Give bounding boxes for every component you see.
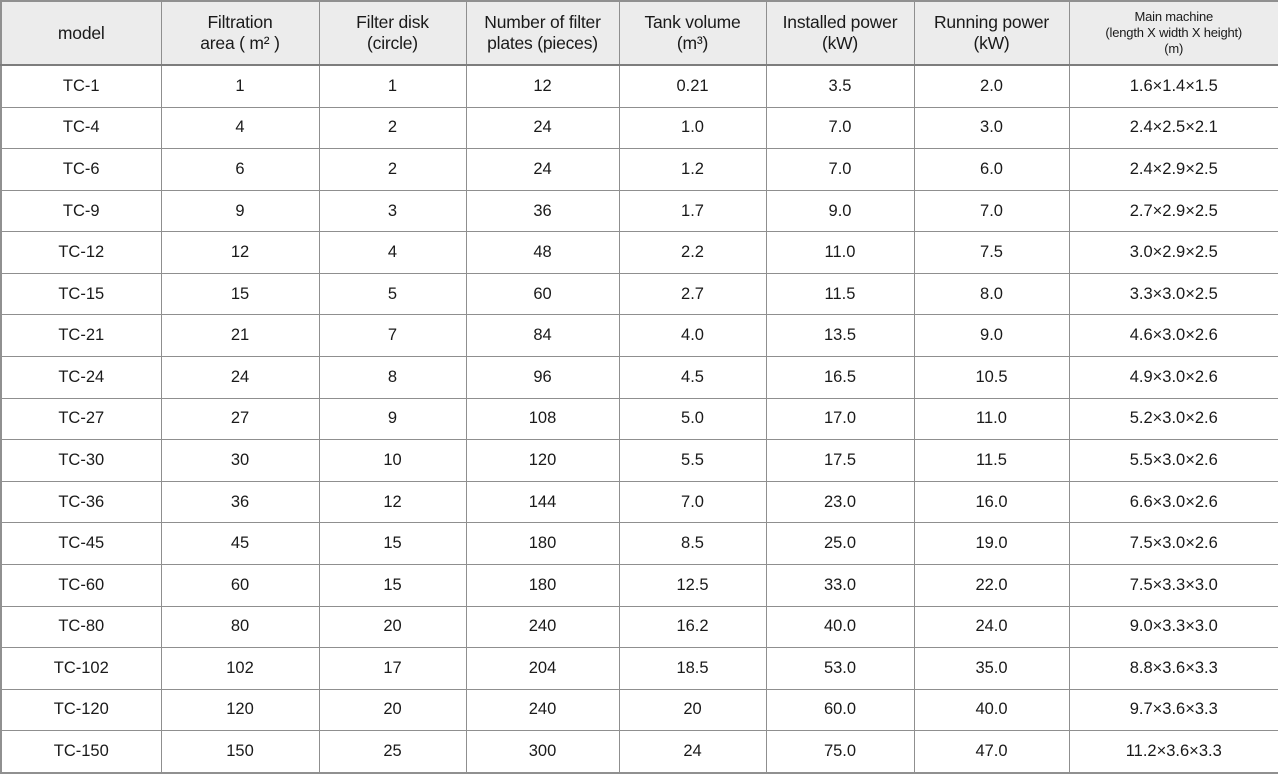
table-row bbox=[1, 232, 1278, 274]
cell-tank_volume: 5.5 bbox=[619, 440, 766, 482]
cell-main_machine: 6.6×3.0×2.6 bbox=[1069, 481, 1278, 523]
cell-filter_plates: 180 bbox=[466, 523, 619, 565]
cell-installed_power: 3.5 bbox=[766, 65, 914, 107]
cell-installed_power: 17.5 bbox=[766, 440, 914, 482]
cell-running_power: 19.0 bbox=[914, 523, 1069, 565]
cell-running_power: 2.0 bbox=[914, 65, 1069, 107]
cell-model: TC-21 bbox=[1, 315, 161, 357]
cell-filter_plates: 180 bbox=[466, 564, 619, 606]
header-line: (kW) bbox=[821, 33, 859, 53]
table-row bbox=[1, 149, 1278, 191]
cell-running_power: 11.5 bbox=[914, 440, 1069, 482]
cell-running_power: 7.5 bbox=[914, 232, 1069, 274]
cell-tank_volume: 2.2 bbox=[619, 232, 766, 274]
cell-running_power: 3.0 bbox=[914, 107, 1069, 149]
cell-tank_volume: 1.7 bbox=[619, 190, 766, 232]
table-row bbox=[1, 107, 1278, 149]
cell-filter_plates: 24 bbox=[466, 107, 619, 149]
header-line: Filtration bbox=[207, 12, 273, 33]
header-line: model bbox=[57, 22, 105, 43]
cell-running_power: 8.0 bbox=[914, 273, 1069, 315]
cell-filter_disk: 10 bbox=[319, 440, 466, 482]
column-header-model bbox=[1, 1, 161, 65]
table-body bbox=[1, 65, 1278, 773]
cell-main_machine: 3.3×3.0×2.5 bbox=[1069, 273, 1278, 315]
cell-filtration_area: 15 bbox=[161, 273, 319, 315]
cell-filter_disk: 25 bbox=[319, 731, 466, 773]
cell-model: TC-9 bbox=[1, 190, 161, 232]
cell-filter_plates: 240 bbox=[466, 689, 619, 731]
cell-model: TC-24 bbox=[1, 357, 161, 399]
cell-main_machine: 8.8×3.6×3.3 bbox=[1069, 648, 1278, 690]
table-row bbox=[1, 564, 1278, 606]
cell-installed_power: 25.0 bbox=[766, 523, 914, 565]
cell-filtration_area: 45 bbox=[161, 523, 319, 565]
cell-running_power: 7.0 bbox=[914, 190, 1069, 232]
cell-main_machine: 4.9×3.0×2.6 bbox=[1069, 357, 1278, 399]
cell-main_machine: 5.5×3.0×2.6 bbox=[1069, 440, 1278, 482]
cell-main_machine: 2.7×2.9×2.5 bbox=[1069, 190, 1278, 232]
header-line: area ( m² ) bbox=[200, 33, 280, 53]
cell-running_power: 35.0 bbox=[914, 648, 1069, 690]
cell-running_power: 40.0 bbox=[914, 689, 1069, 731]
header-line: (kW) bbox=[973, 33, 1010, 53]
cell-filter_disk: 20 bbox=[319, 606, 466, 648]
cell-filtration_area: 30 bbox=[161, 440, 319, 482]
cell-filtration_area: 1 bbox=[161, 65, 319, 107]
table-header bbox=[1, 1, 1278, 65]
cell-running_power: 22.0 bbox=[914, 564, 1069, 606]
cell-main_machine: 3.0×2.9×2.5 bbox=[1069, 232, 1278, 274]
cell-installed_power: 53.0 bbox=[766, 648, 914, 690]
cell-filter_disk: 1 bbox=[319, 65, 466, 107]
cell-tank_volume: 0.21 bbox=[619, 65, 766, 107]
cell-running_power: 9.0 bbox=[914, 315, 1069, 357]
cell-installed_power: 11.0 bbox=[766, 232, 914, 274]
cell-filter_plates: 60 bbox=[466, 273, 619, 315]
cell-main_machine: 7.5×3.0×2.6 bbox=[1069, 523, 1278, 565]
cell-filter_disk: 12 bbox=[319, 481, 466, 523]
cell-filter_disk: 20 bbox=[319, 689, 466, 731]
cell-model: TC-102 bbox=[1, 648, 161, 690]
table-row bbox=[1, 357, 1278, 399]
cell-filter_disk: 2 bbox=[319, 107, 466, 149]
cell-tank_volume: 8.5 bbox=[619, 523, 766, 565]
cell-tank_volume: 4.0 bbox=[619, 315, 766, 357]
cell-installed_power: 33.0 bbox=[766, 564, 914, 606]
cell-main_machine: 9.7×3.6×3.3 bbox=[1069, 689, 1278, 731]
cell-model: TC-1 bbox=[1, 65, 161, 107]
cell-model: TC-4 bbox=[1, 107, 161, 149]
cell-filtration_area: 102 bbox=[161, 648, 319, 690]
cell-model: TC-30 bbox=[1, 440, 161, 482]
cell-main_machine: 2.4×2.9×2.5 bbox=[1069, 149, 1278, 191]
cell-running_power: 24.0 bbox=[914, 606, 1069, 648]
cell-filter_disk: 15 bbox=[319, 523, 466, 565]
table-row bbox=[1, 190, 1278, 232]
cell-main_machine: 11.2×3.6×3.3 bbox=[1069, 731, 1278, 773]
cell-installed_power: 75.0 bbox=[766, 731, 914, 773]
column-header-filtration-area bbox=[161, 1, 319, 65]
table-row bbox=[1, 523, 1278, 565]
cell-filter_plates: 108 bbox=[466, 398, 619, 440]
cell-filtration_area: 150 bbox=[161, 731, 319, 773]
cell-filtration_area: 12 bbox=[161, 232, 319, 274]
cell-filter_plates: 204 bbox=[466, 648, 619, 690]
cell-tank_volume: 2.7 bbox=[619, 273, 766, 315]
cell-filter_plates: 24 bbox=[466, 149, 619, 191]
cell-filter_disk: 17 bbox=[319, 648, 466, 690]
table-row bbox=[1, 606, 1278, 648]
table-row bbox=[1, 398, 1278, 440]
cell-installed_power: 11.5 bbox=[766, 273, 914, 315]
cell-filtration_area: 80 bbox=[161, 606, 319, 648]
cell-main_machine: 9.0×3.3×3.0 bbox=[1069, 606, 1278, 648]
header-line: Filter disk bbox=[356, 12, 429, 33]
column-header-filter-plates bbox=[466, 1, 619, 65]
cell-tank_volume: 16.2 bbox=[619, 606, 766, 648]
cell-filter_plates: 36 bbox=[466, 190, 619, 232]
table-row bbox=[1, 65, 1278, 107]
cell-filtration_area: 36 bbox=[161, 481, 319, 523]
cell-tank_volume: 12.5 bbox=[619, 564, 766, 606]
header-line: (circle) bbox=[367, 33, 418, 53]
column-header-filter-disk bbox=[319, 1, 466, 65]
cell-main_machine: 7.5×3.3×3.0 bbox=[1069, 564, 1278, 606]
cell-model: TC-36 bbox=[1, 481, 161, 523]
cell-tank_volume: 20 bbox=[619, 689, 766, 731]
cell-installed_power: 7.0 bbox=[766, 149, 914, 191]
column-header-tank-volume bbox=[619, 1, 766, 65]
header-line: plates (pieces) bbox=[487, 33, 598, 53]
column-header-installed-power bbox=[766, 1, 914, 65]
cell-filter_plates: 48 bbox=[466, 232, 619, 274]
column-header-running-power bbox=[914, 1, 1069, 65]
cell-filter_plates: 240 bbox=[466, 606, 619, 648]
cell-tank_volume: 18.5 bbox=[619, 648, 766, 690]
cell-main_machine: 1.6×1.4×1.5 bbox=[1069, 65, 1278, 107]
cell-filter_disk: 8 bbox=[319, 357, 466, 399]
table-row bbox=[1, 440, 1278, 482]
cell-filter_plates: 96 bbox=[466, 357, 619, 399]
table-row bbox=[1, 648, 1278, 690]
cell-filter_plates: 300 bbox=[466, 731, 619, 773]
cell-filtration_area: 4 bbox=[161, 107, 319, 149]
cell-model: TC-150 bbox=[1, 731, 161, 773]
cell-filtration_area: 27 bbox=[161, 398, 319, 440]
table-row bbox=[1, 481, 1278, 523]
cell-filtration_area: 120 bbox=[161, 689, 319, 731]
cell-installed_power: 16.5 bbox=[766, 357, 914, 399]
cell-installed_power: 13.5 bbox=[766, 315, 914, 357]
cell-main_machine: 5.2×3.0×2.6 bbox=[1069, 398, 1278, 440]
cell-installed_power: 7.0 bbox=[766, 107, 914, 149]
cell-model: TC-80 bbox=[1, 606, 161, 648]
cell-filtration_area: 21 bbox=[161, 315, 319, 357]
cell-main_machine: 4.6×3.0×2.6 bbox=[1069, 315, 1278, 357]
cell-filter_disk: 2 bbox=[319, 149, 466, 191]
cell-model: TC-60 bbox=[1, 564, 161, 606]
cell-running_power: 10.5 bbox=[914, 357, 1069, 399]
cell-tank_volume: 7.0 bbox=[619, 481, 766, 523]
cell-model: TC-6 bbox=[1, 149, 161, 191]
cell-filter_disk: 9 bbox=[319, 398, 466, 440]
cell-filter_disk: 7 bbox=[319, 315, 466, 357]
cell-main_machine: 2.4×2.5×2.1 bbox=[1069, 107, 1278, 149]
cell-filtration_area: 6 bbox=[161, 149, 319, 191]
cell-filter_disk: 5 bbox=[319, 273, 466, 315]
header-line: Number of filter bbox=[484, 12, 601, 33]
header-line: (m) bbox=[1164, 41, 1184, 57]
table-row bbox=[1, 731, 1278, 773]
cell-model: TC-120 bbox=[1, 689, 161, 731]
cell-running_power: 47.0 bbox=[914, 731, 1069, 773]
cell-filtration_area: 60 bbox=[161, 564, 319, 606]
cell-running_power: 16.0 bbox=[914, 481, 1069, 523]
table-row bbox=[1, 273, 1278, 315]
cell-filter_disk: 15 bbox=[319, 564, 466, 606]
header-line: Installed power bbox=[782, 12, 898, 33]
cell-model: TC-12 bbox=[1, 232, 161, 274]
cell-filter_plates: 120 bbox=[466, 440, 619, 482]
cell-tank_volume: 5.0 bbox=[619, 398, 766, 440]
cell-running_power: 6.0 bbox=[914, 149, 1069, 191]
cell-running_power: 11.0 bbox=[914, 398, 1069, 440]
header-row bbox=[1, 1, 1278, 65]
header-line: Running power bbox=[933, 12, 1050, 33]
table-row bbox=[1, 315, 1278, 357]
cell-filter_plates: 84 bbox=[466, 315, 619, 357]
cell-installed_power: 40.0 bbox=[766, 606, 914, 648]
cell-model: TC-27 bbox=[1, 398, 161, 440]
header-line: Tank volume bbox=[644, 12, 741, 33]
cell-tank_volume: 1.0 bbox=[619, 107, 766, 149]
cell-model: TC-15 bbox=[1, 273, 161, 315]
cell-installed_power: 60.0 bbox=[766, 689, 914, 731]
column-header-main-machine bbox=[1069, 1, 1278, 65]
header-line: Main machine bbox=[1134, 8, 1214, 24]
cell-tank_volume: 24 bbox=[619, 731, 766, 773]
table-row bbox=[1, 689, 1278, 731]
cell-filtration_area: 9 bbox=[161, 190, 319, 232]
header-line: (length X width X height) bbox=[1105, 24, 1243, 40]
cell-installed_power: 23.0 bbox=[766, 481, 914, 523]
cell-tank_volume: 1.2 bbox=[619, 149, 766, 191]
cell-filter_plates: 144 bbox=[466, 481, 619, 523]
cell-model: TC-45 bbox=[1, 523, 161, 565]
cell-tank_volume: 4.5 bbox=[619, 357, 766, 399]
cell-filter_disk: 3 bbox=[319, 190, 466, 232]
cell-filter_disk: 4 bbox=[319, 232, 466, 274]
cell-filtration_area: 24 bbox=[161, 357, 319, 399]
cell-installed_power: 9.0 bbox=[766, 190, 914, 232]
header-line: (m³) bbox=[676, 33, 709, 53]
cell-filter_plates: 12 bbox=[466, 65, 619, 107]
cell-installed_power: 17.0 bbox=[766, 398, 914, 440]
